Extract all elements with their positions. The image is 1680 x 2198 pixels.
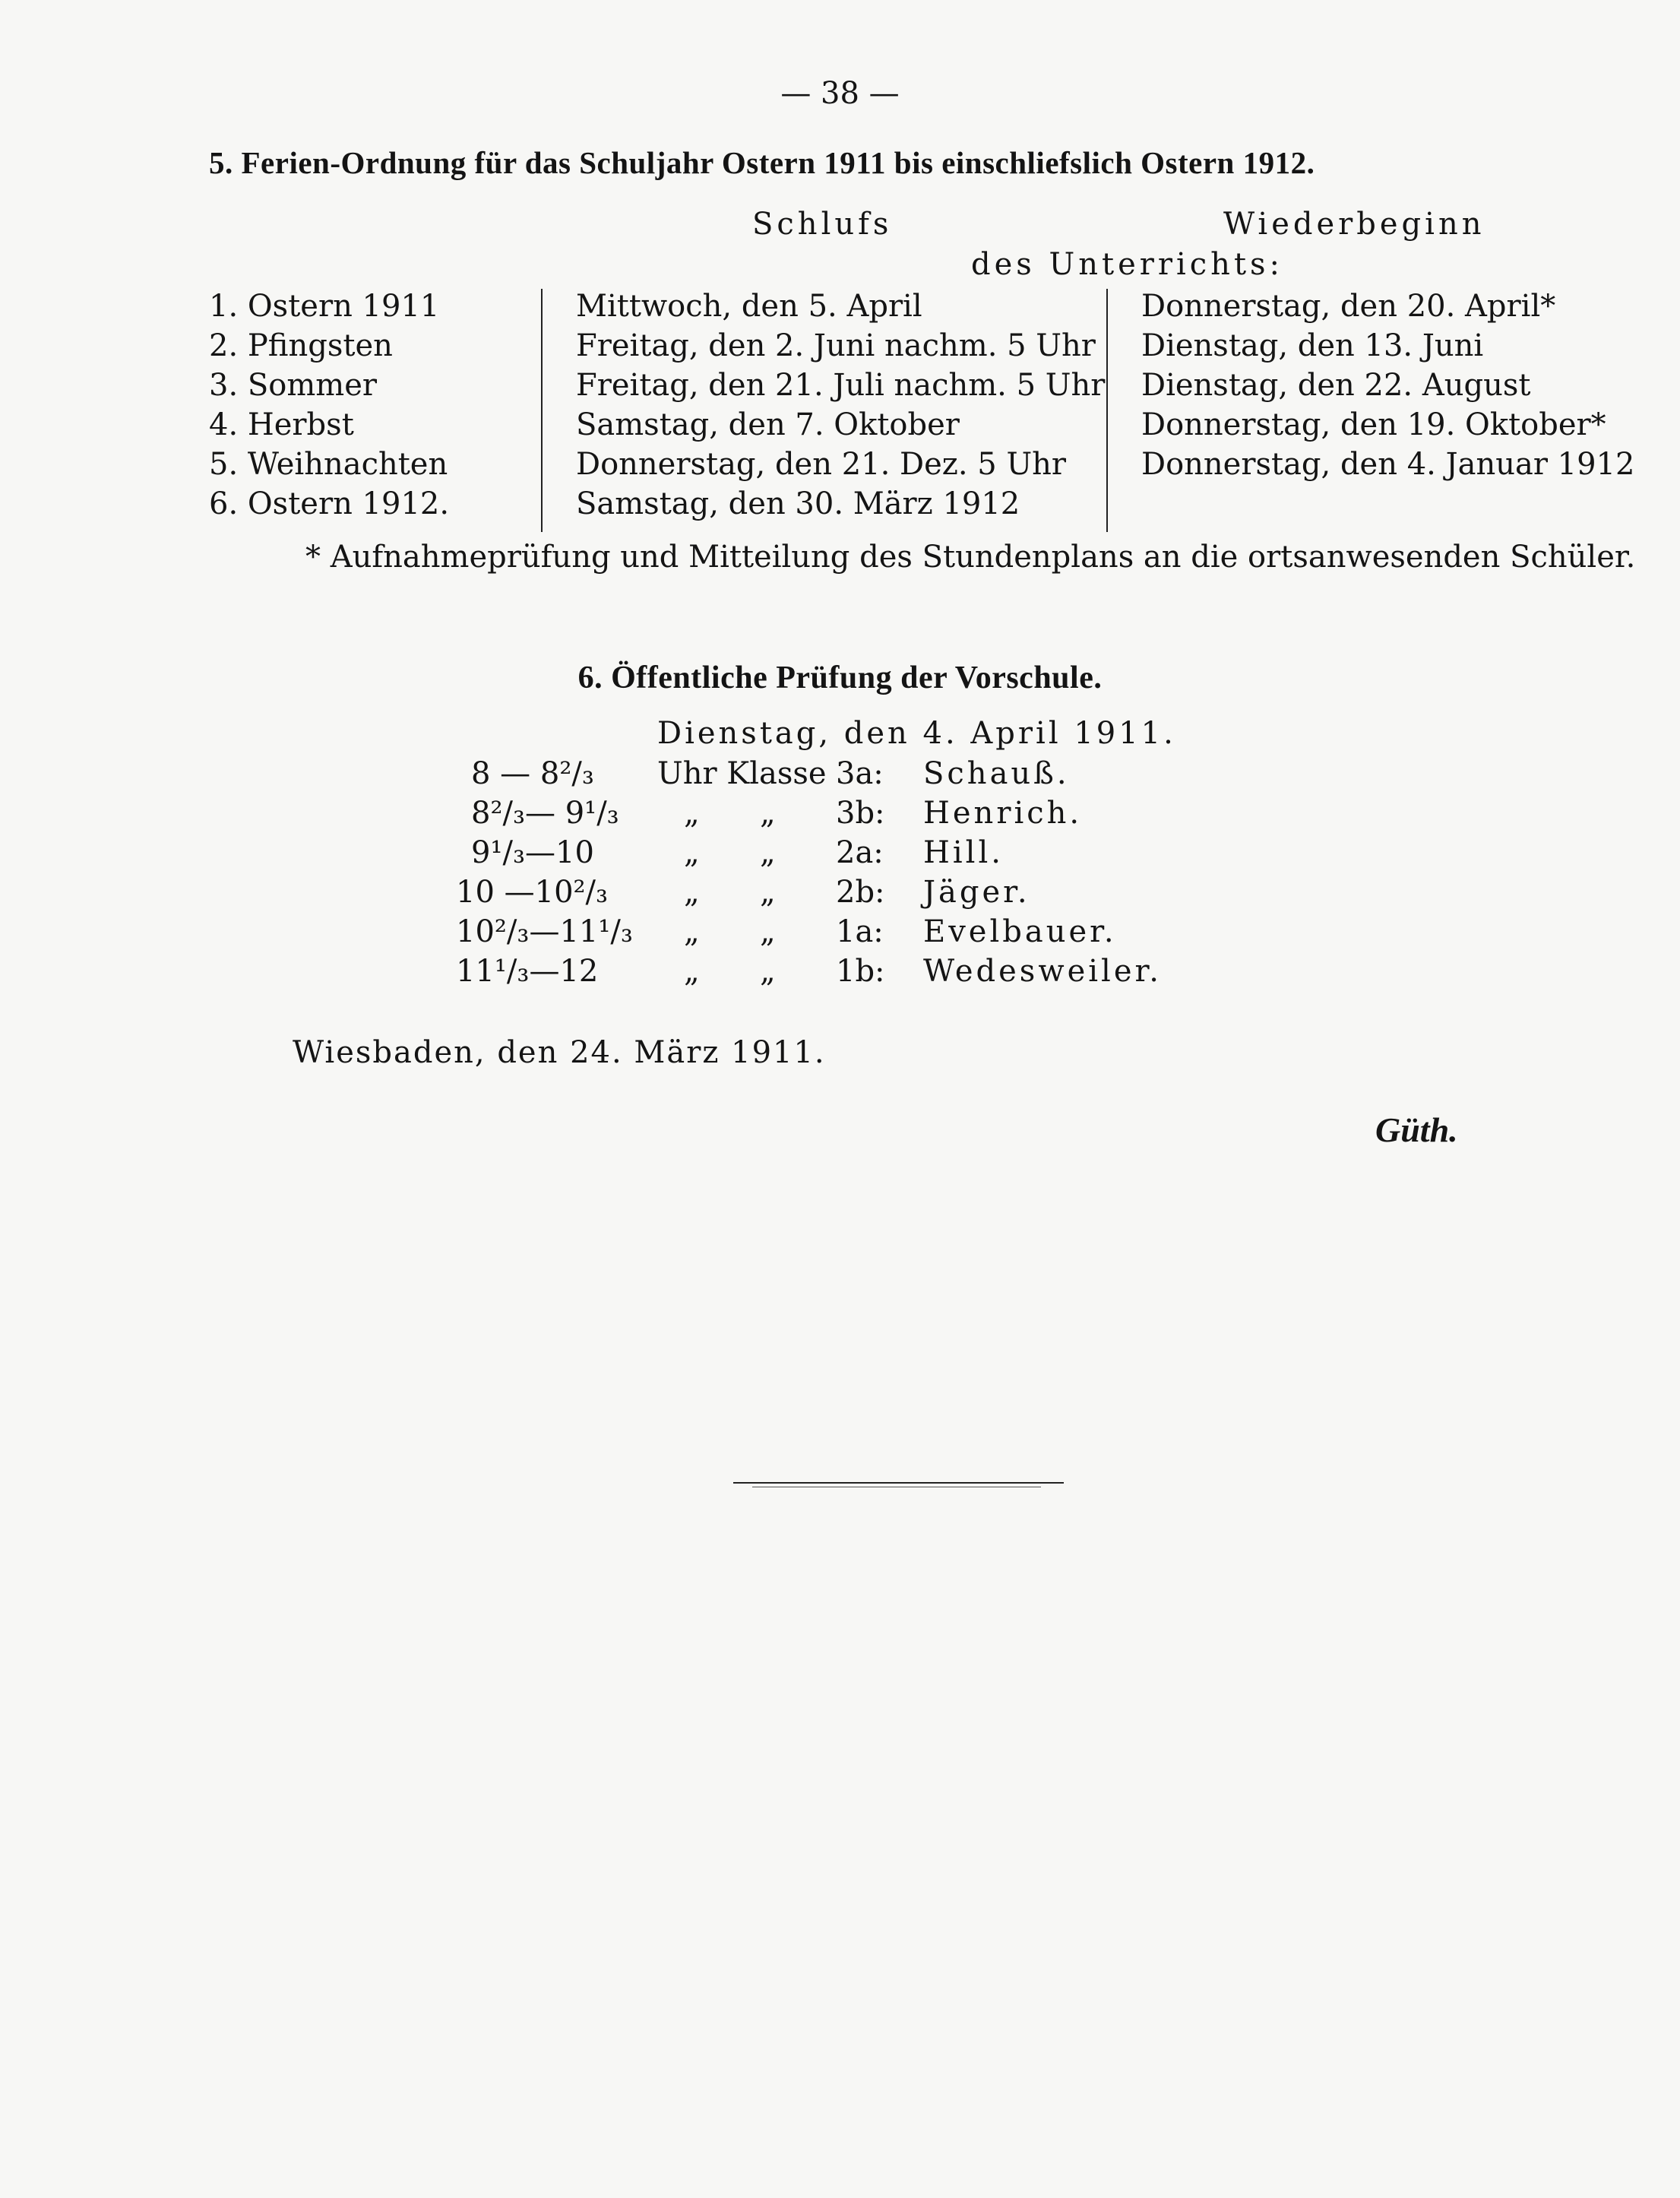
exam-teacher: Hill. <box>923 835 1004 870</box>
exam-teacher: Henrich. <box>923 796 1083 831</box>
ditto-mark: „ <box>684 835 700 870</box>
col-header-schluss: Schlufs <box>752 207 893 242</box>
exam-teacher: Evelbauer. <box>923 914 1117 949</box>
holiday-name: 3. Sommer <box>209 368 378 403</box>
holiday-name: 5. Weihnachten <box>209 447 448 482</box>
ditto-mark: „ <box>760 914 776 949</box>
place-date: Wiesbaden, den 24. März 1911. <box>293 1035 826 1070</box>
ditto-mark: „ <box>760 954 776 989</box>
exam-time: 9¹/₃—10 <box>471 835 594 870</box>
holiday-beginn: Donnerstag, den 19. Oktober* <box>1141 407 1606 442</box>
exam-klasse: 2b: <box>836 875 885 910</box>
page-number: — 38 — <box>780 76 900 111</box>
holiday-schluss: Samstag, den 30. März 1912 <box>576 486 1020 521</box>
exam-klasse: 3a: <box>836 756 884 791</box>
ditto-mark: „ <box>760 835 776 870</box>
exam-klasse: 1a: <box>836 914 884 949</box>
holiday-name: 6. Ostern 1912. <box>209 486 450 521</box>
ditto-mark: „ <box>760 875 776 910</box>
holiday-beginn: Dienstag, den 22. August <box>1141 368 1531 403</box>
exam-time: 11¹/₃—12 <box>456 954 599 989</box>
holiday-schluss: Freitag, den 21. Juli nachm. 5 Uhr <box>576 368 1106 403</box>
holiday-schluss: Freitag, den 2. Juni nachm. 5 Uhr <box>576 328 1096 363</box>
ditto-mark: „ <box>684 914 700 949</box>
signature: Güth. <box>1375 1110 1458 1149</box>
holiday-name: 1. Ostern 1911 <box>209 289 440 324</box>
exam-klasse: 3b: <box>836 796 885 831</box>
exam-teacher: Jäger. <box>923 875 1030 910</box>
holiday-name: 2. Pfingsten <box>209 328 393 363</box>
column-divider-left <box>541 289 543 532</box>
holiday-beginn: Dienstag, den 13. Juni <box>1141 328 1484 363</box>
ditto-mark: „ <box>684 796 700 831</box>
column-divider-right <box>1106 289 1108 532</box>
holiday-schluss: Donnerstag, den 21. Dez. 5 Uhr <box>576 447 1067 482</box>
holiday-footnote: * Aufnahmeprüfung und Mitteilung des Stundenplans an die ortsanwesenden Schüler. <box>305 540 1636 575</box>
ditto-mark: „ <box>684 875 700 910</box>
ditto-mark: „ <box>760 796 776 831</box>
exam-time: 10 —10²/₃ <box>456 875 609 910</box>
col-header-des-unterrichts: des Unterrichts: <box>971 247 1284 282</box>
holiday-name: 4. Herbst <box>209 407 354 442</box>
exam-klasse: 2a: <box>836 835 884 870</box>
exam-teacher: Schauß. <box>923 756 1070 791</box>
section6-title: 6. Öffentliche Prüfung der Vorschule. <box>577 660 1103 695</box>
col-header-wiederbeginn: Wiederbeginn <box>1223 207 1485 242</box>
exam-klasse: 1b: <box>836 954 885 989</box>
exam-time: 8 — 8²/₃ <box>471 756 594 791</box>
exam-date: Dienstag, den 4. April 1911. <box>657 716 1176 751</box>
divider-rule <box>733 1482 1064 1484</box>
exam-time: 10²/₃—11¹/₃ <box>456 914 633 949</box>
holiday-schluss: Mittwoch, den 5. April <box>576 289 922 324</box>
exam-time: 8²/₃— 9¹/₃ <box>471 796 619 831</box>
ditto-mark: „ <box>684 954 700 989</box>
exam-teacher: Wedesweiler. <box>923 954 1162 989</box>
exam-uhr-klasse: Uhr Klasse <box>657 756 827 791</box>
holiday-schluss: Samstag, den 7. Oktober <box>576 407 960 442</box>
holiday-beginn: Donnerstag, den 4. Januar 1912 <box>1141 447 1635 482</box>
section5-title: 5. Ferien-Ordnung für das Schuljahr Ostern 1911 bis einschliefslich Ostern 1912. <box>209 145 1315 180</box>
holiday-beginn: Donnerstag, den 20. April* <box>1141 289 1556 324</box>
